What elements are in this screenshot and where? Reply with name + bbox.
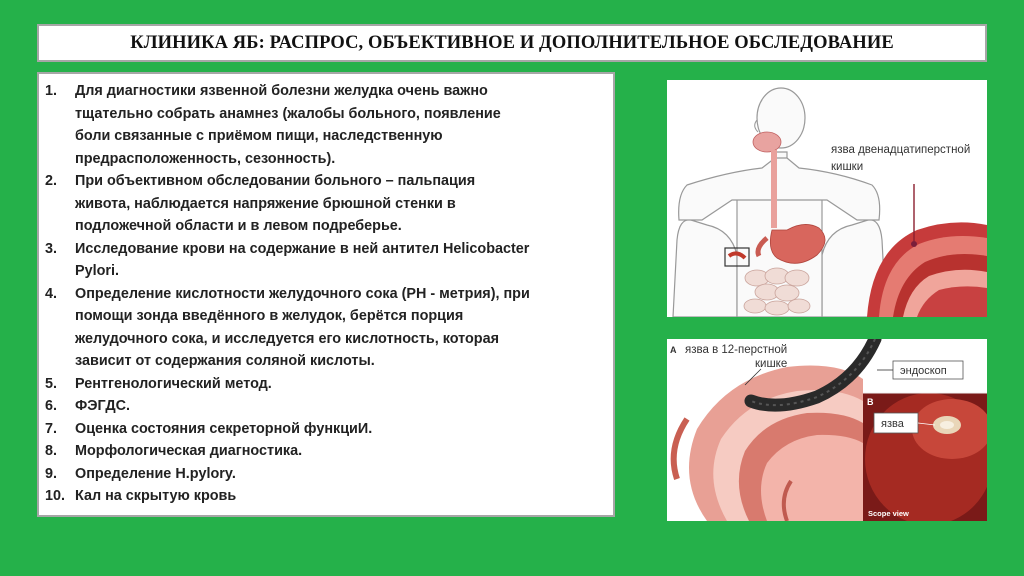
list-item-number: 1. [45,83,58,99]
list-item-number: 4. [45,285,58,302]
list-item-number: 10. [45,488,66,504]
list-item [45,485,605,508]
list-item [45,80,605,170]
duodenal-ulcer-illustration [667,80,987,317]
list-item-number: 9. [45,465,58,482]
list-item-line: зависит от содержания соляной кислоты. [75,353,375,369]
list-item-text [75,463,605,486]
list-item-line: Кал на скрытую кровь [75,488,237,504]
endoscope-label: эндоскоп [900,365,947,377]
list-item [45,373,605,396]
exam-list [45,80,605,508]
ulcer-spot [911,241,917,247]
anatomy-figure [667,80,987,317]
list-item-line: Исследование крови на содержание в ней антител Helicobacter [75,240,530,257]
list-item-number: 8. [45,443,58,459]
list-item-text [75,238,605,283]
list-item-number: 3. [45,240,58,257]
endoscopy-figure [667,339,987,521]
list-item-line: желудочного сока, и исследуется его кислотность, которая [75,330,500,347]
list-item-line: Pylori. [75,263,119,279]
scope-view-caption: Scope view [868,509,909,518]
list-item-line: Определение кислотности желудочного сока (РН - метрия), при [75,285,530,302]
list-item [45,440,605,463]
list-item [45,238,605,283]
panel-b-ulcer-label: язва [881,418,904,430]
list-item-line: ФЭГДС. [75,398,130,414]
panel-a-label: A [670,345,677,355]
list-item-text [75,485,605,508]
list-item-number: 2. [45,173,58,189]
list-item-line: Рентгенологический метод. [75,375,272,392]
ulcer-label-line2: кишки [831,161,864,173]
list-item [45,395,605,418]
endoscopy-illustration [667,339,987,521]
list-item-line: Определение H.pylory. [75,465,236,482]
list-item-line: живота, наблюдается напряжение брюшной стенки в [75,195,456,212]
list-item-text [75,283,605,373]
list-item-number: 7. [45,420,58,437]
ulcer-12-label-line2: кишке [755,358,788,370]
slide-title: КЛИНИКА ЯБ: РАСПРОС, ОБЪЕКТИВНОЕ И ДОПОЛНИТЕЛЬНОЕ ОБСЛЕДОВАНИЕ [130,32,894,53]
content-box [37,72,615,517]
list-item-line: помощи зонда введённого в желудок, берётся порция [75,308,464,324]
list-item-text [75,418,605,441]
list-item [45,170,605,238]
list-item-line: боли связанные с приёмом пищи, наследственную [75,128,443,144]
list-item-text [75,440,605,463]
list-item-line: При объективном обследовании больного – пальпация [75,173,476,189]
list-item-text [75,373,605,396]
list-item-text [75,80,605,170]
ulcer-12-label-line1: язва в 12-перстной [685,344,788,356]
list-item-number: 6. [45,398,58,414]
title-box [37,24,987,62]
list-item [45,283,605,373]
list-item-line: тщательно собрать анамнез (жалобы больного, появление [75,105,501,122]
list-item-line: предрасположенность, сезонность). [75,150,336,167]
ulcer-label-line1: язва двенадцатиперстной [831,144,971,156]
list-item-line: подложечной области и в левом подреберье. [75,218,402,234]
list-item-text [75,395,605,418]
list-item-text [75,170,605,238]
list-item [45,463,605,486]
panel-b-label: B [867,397,874,407]
list-item-line: Оценка состояния секреторной функциИ. [75,420,373,437]
list-item-line: Для диагностики язвенной болезни желудка очень важно [75,83,488,99]
list-item-line: Морфологическая диагностика. [75,443,303,459]
list-item-number: 5. [45,375,58,392]
list-item [45,418,605,441]
